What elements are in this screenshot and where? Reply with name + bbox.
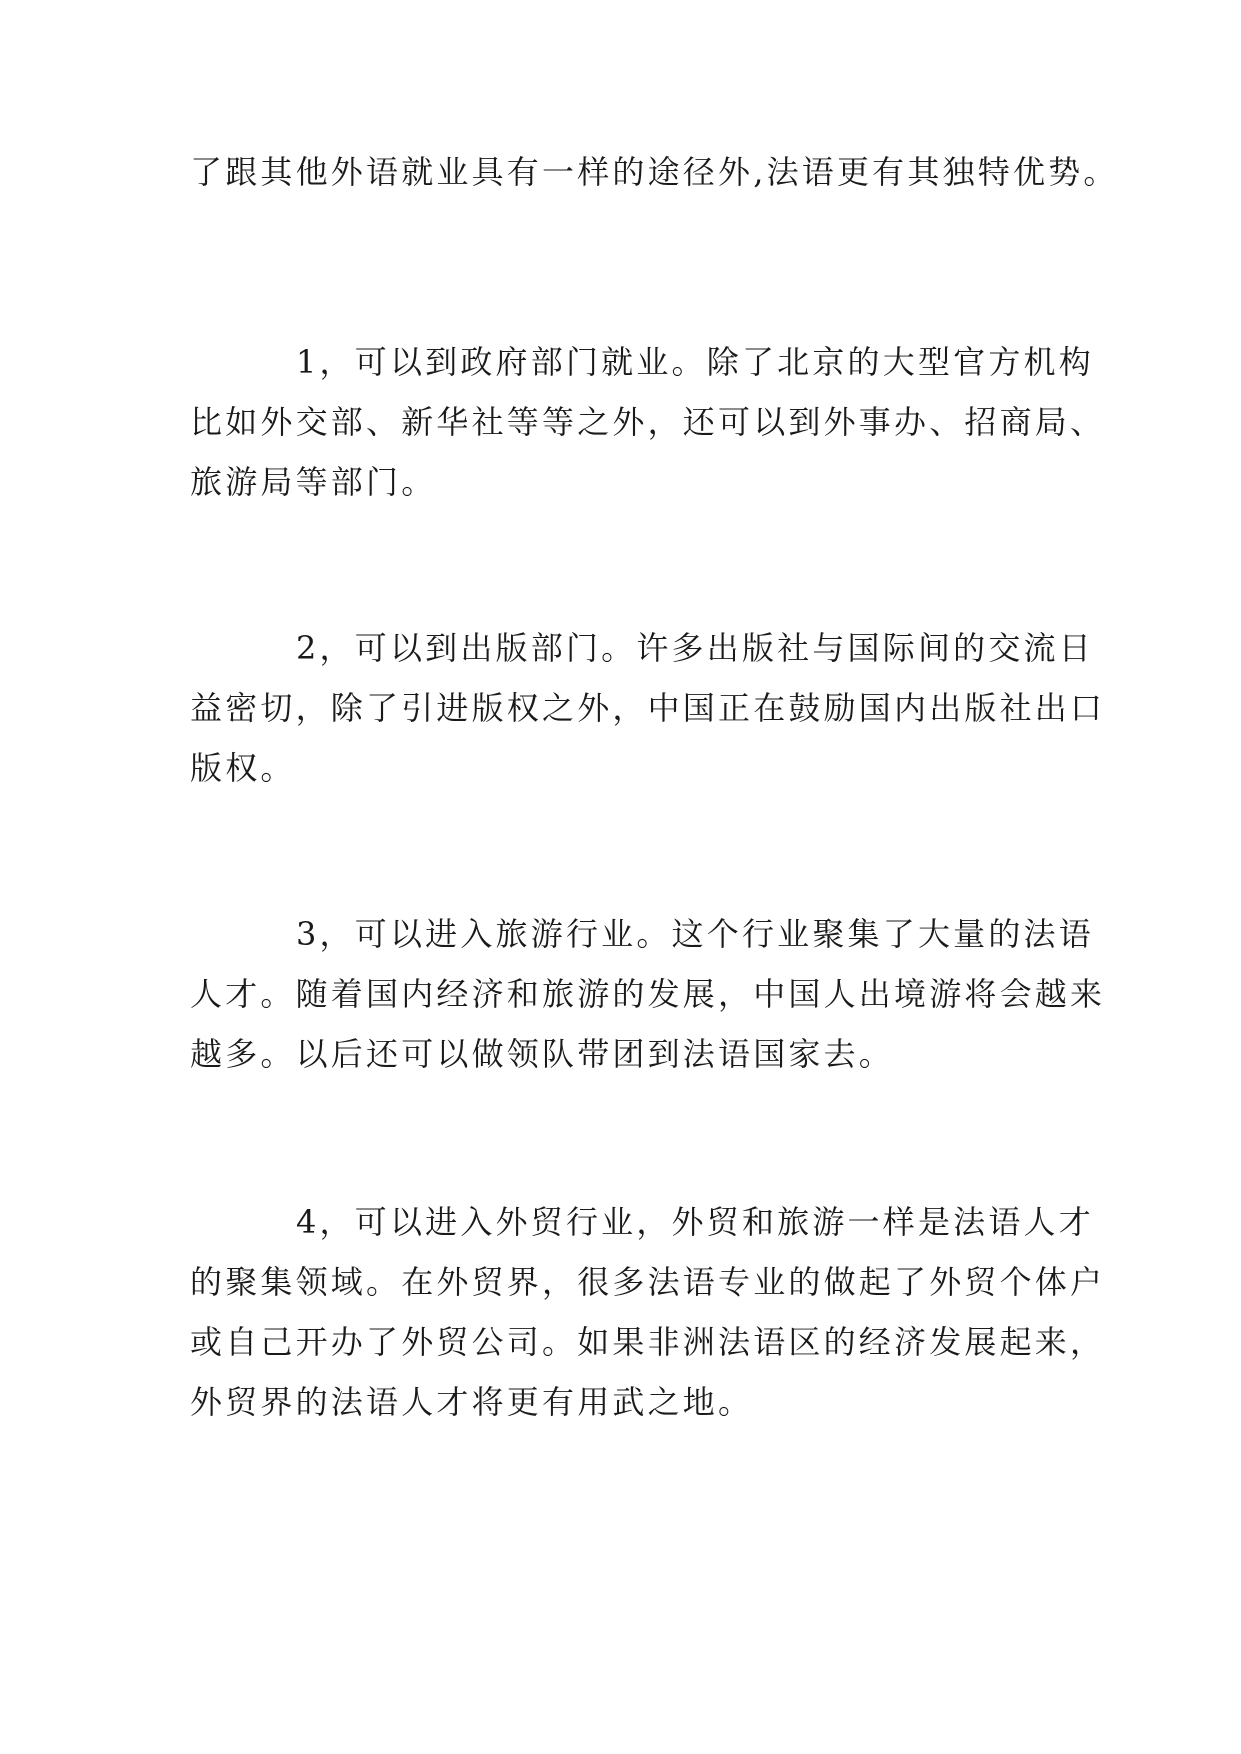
item-4-line-4: 外贸界的法语人才将更有用武之地。	[190, 1383, 754, 1421]
item-2-line-3: 版权。	[190, 749, 296, 787]
item-3-line-2: 人才。随着国内经济和旅游的发展，中国人出境游将会越来	[190, 975, 1106, 1013]
item-4-line-2: 的聚集领域。在外贸界，很多法语专业的做起了外贸个体户	[190, 1263, 1106, 1301]
item-3-line-3: 越多。以后还可以做领队带团到法语国家去。	[190, 1035, 895, 1073]
item-2-line-1: 2，可以到出版部门。许多出版社与国际间的交流日	[296, 629, 1094, 667]
item-1-line-3: 旅游局等部门。	[190, 463, 437, 501]
item-4-line-3: 或自己开办了外贸公司。如果非洲法语区的经济发展起来，	[190, 1323, 1106, 1361]
item-3-line-1: 3，可以进入旅游行业。这个行业聚集了大量的法语	[296, 915, 1094, 953]
intro-line: 了跟其他外语就业具有一样的途径外,法语更有其独特优势。	[190, 153, 1119, 191]
item-4-line-1: 4，可以进入外贸行业，外贸和旅游一样是法语人才	[296, 1203, 1094, 1241]
item-1-line-1: 1，可以到政府部门就业。除了北京的大型官方机构	[296, 343, 1094, 381]
item-1-line-2: 比如外交部、新华社等等之外，还可以到外事办、招商局、	[190, 403, 1106, 441]
item-2-line-2: 益密切，除了引进版权之外，中国正在鼓励国内出版社出口	[190, 689, 1106, 727]
